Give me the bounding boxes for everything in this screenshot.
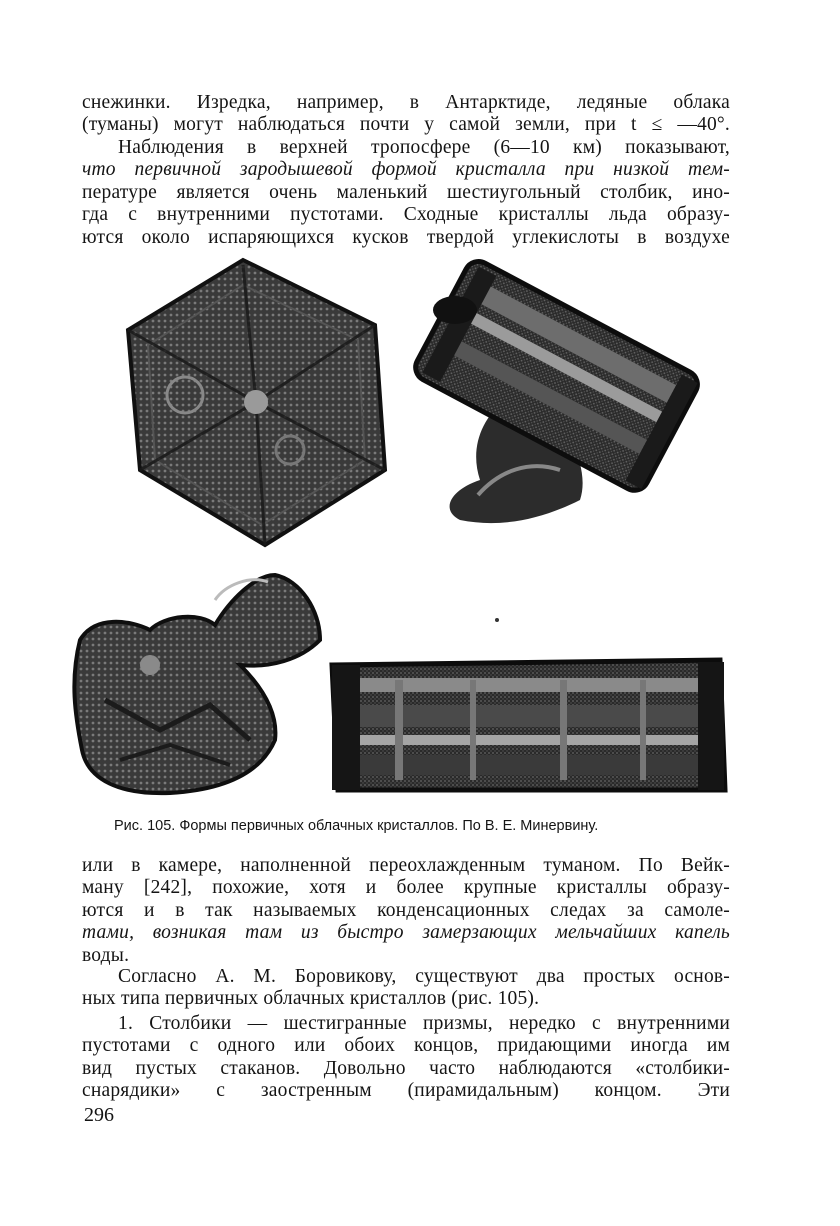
long-column-crystal (332, 618, 725, 790)
page-number: 296 (84, 1104, 114, 1126)
column-crystal-with-stem (411, 257, 703, 523)
bottom-paragraph-2 (82, 966, 730, 1011)
text-line: гда с внутренними пустотами. Сходные кристаллы льда образу- (82, 204, 730, 226)
text-line-italic: что первичной зародышевой формой кристалла при низкой тем- (82, 159, 730, 181)
text-line: снарядики» с заостренным (пирамидальным) концом. Эти (82, 1080, 730, 1102)
bottom-paragraph-3 (82, 1013, 730, 1103)
text-line: ются и в так называемых конденсационных следах за самоле- (82, 899, 730, 921)
text-line-italic: тами, возникая там из быстро замерзающих мельчайших капель (82, 922, 730, 944)
figure-caption: Рис. 105. Формы первичных облачных кристаллов. По В. Е. Минервину. (114, 818, 599, 834)
text-line: воды. (82, 944, 130, 966)
text-line: ются около испаряющихся кусков твердой углекислоты в воздухе (82, 226, 730, 248)
text-line: пустотами с одного или обоих концов, придающими иногда им (82, 1035, 730, 1057)
text-line: ману [242], похожие, хотя и более крупные кристаллы образу- (82, 877, 730, 899)
text-line: пературе является очень маленький шестиугольный столбик, ино- (82, 181, 730, 203)
text-line: 1. Столбики — шестигранные призмы, нередко с внутренними (118, 1013, 730, 1034)
bottom-paragraph-1 (82, 855, 730, 967)
hexagonal-plate-crystal (128, 260, 385, 545)
text-line: вид пустых стаканов. Довольно часто наблюдаются «столбики- (82, 1057, 730, 1079)
text-line: Наблюдения в верхней тропосфере (6—10 км) показывают, (118, 137, 730, 158)
irregular-crystal-cluster (74, 575, 320, 793)
text-line: Согласно А. М. Боровикову, существуют два простых основ- (118, 966, 730, 987)
text-line: снежинки. Изредка, например, в Антарктиде, ледяные облака (82, 92, 730, 113)
text-line: ных типа первичных облачных кристаллов (рис. 105). (82, 988, 540, 1010)
text-line: или в камере, наполненной переохлажденным туманом. По Вейк- (82, 855, 730, 876)
text-line: (туманы) могут наблюдаться почти у самой земли, при t ≤ —40°. (82, 114, 730, 136)
